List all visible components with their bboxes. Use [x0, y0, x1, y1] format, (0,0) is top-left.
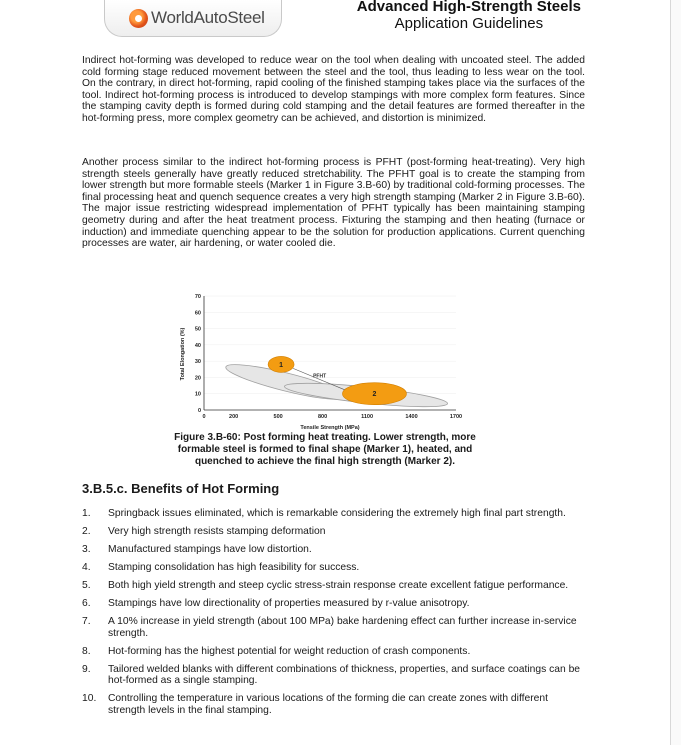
benefit-item	[82, 693, 585, 716]
benefit-number: 1.	[82, 508, 91, 519]
benefit-text: Manufactured stampings have low distortion.	[108, 544, 312, 555]
y-tick-label: 40	[194, 342, 201, 349]
x-tick-label: 200	[229, 414, 239, 420]
benefit-item	[82, 526, 585, 538]
x-tick-label: 1700	[449, 414, 463, 420]
logo-mark-icon	[129, 9, 148, 28]
y-tick-label: 20	[194, 375, 201, 382]
x-tick-label: 800	[317, 414, 328, 420]
benefit-number: 9.	[82, 663, 91, 675]
x-axis-label: Tensile Strength (MPa)	[300, 425, 360, 430]
benefit-text: Both high yield strength and steep cyclic stress-strain response create excellent fatigue performance.	[108, 580, 569, 591]
benefit-number: 7.	[82, 616, 91, 627]
y-tick-label: 10	[194, 391, 201, 398]
x-tick-label: 1100	[361, 414, 374, 420]
pfht-label: PFHT	[313, 373, 327, 380]
paragraph-indirect-hot-forming: Indirect hot-forming was developed to reduce wear on the tool when dealing with uncoated steel. The added cold forming stage reduced movement between the steel and the tool, thus leading to less wear on the tool. On the contrary, in direct hot-forming, rapid cooling of the finished stamping takes place via the surfaces of the tool. Indirect hot-forming process is introduced to develop stampings with more complex form features. Since the stamping cavity depth is formed during cold stamping and the detail features are formed thereafter in the hot-forming press, more complex geometry can be achieved, and distortion is minimized.	[82, 55, 585, 124]
benefit-text: A 10% increase in yield strength (about 100 MPa) bake hardening effect can further increase in-service strength.	[108, 616, 577, 639]
y-tick-label: 70	[194, 294, 201, 300]
y-axis-label: Total Elongation (%)	[180, 327, 186, 381]
benefit-item	[82, 544, 585, 556]
benefit-item	[82, 664, 585, 687]
benefit-item	[82, 598, 585, 610]
benefit-text: Controlling the temperature in various locations of the forming die can create zones with different strength levels in the final stamping.	[108, 693, 548, 716]
y-tick-label: 50	[194, 326, 201, 333]
worldautosteel-logo	[104, 0, 282, 37]
benefit-item	[82, 646, 585, 658]
x-tick-label: 0	[202, 414, 206, 420]
document-title-line2: Application Guidelines	[394, 15, 544, 32]
benefit-number: 3.	[82, 544, 91, 555]
benefit-number: 10.	[82, 693, 97, 704]
benefit-item	[82, 562, 585, 574]
benefit-number: 2.	[82, 526, 91, 537]
benefit-number: 4.	[82, 562, 91, 573]
y-tick-label: 60	[194, 310, 201, 317]
paragraph-pfht: Another process similar to the indirect hot-forming process is PFHT (post-forming heat-treating). Very high strength steels generally have greatly reduced stretchability. The PFHT goal is to create the stamping from lower strength but more formable steels (Marker 1 in Figure 3.B-60) by traditional cold-forming processes. The final processing heat and quench sequence creates a very high strength stamping (Marker 2 in Figure 3.B-60). The major issue restricting widespread implementation of PFHT typically has been maintaining stamping geometry during and after the heat treatment process. Fixturing the stamping and then heating (furnace or induction) and immediate quenching appear to be the solution for production applications. Current quenching processes are water, air hardening, or water cooled die.	[82, 157, 585, 250]
benefit-number: 8.	[82, 645, 91, 657]
benefit-item	[82, 508, 585, 520]
benefit-item	[82, 580, 585, 592]
benefit-text: Springback issues eliminated, which is remarkable considering the extremely high final part strength.	[108, 508, 566, 519]
logo-text: WorldAutoSteel	[151, 8, 265, 27]
benefit-number: 6.	[82, 598, 91, 609]
marker-label: 2	[372, 391, 377, 399]
x-tick-label: 1400	[405, 414, 418, 420]
y-tick-label: 30	[194, 359, 201, 366]
document-title	[357, 0, 581, 32]
benefit-item	[82, 616, 585, 639]
benefit-number: 5.	[82, 580, 91, 591]
figure-caption: Figure 3.B-60: Post forming heat treating. Lower strength, more formable steel is formed to final shape (Marker 1), heated, and quenched to achieve the final high strength (Marker 2).	[174, 432, 476, 467]
x-tick-label: 500	[273, 414, 283, 420]
figure-3b60-chart	[176, 290, 476, 430]
benefit-text: Stamping consolidation has high feasibility for success.	[108, 562, 360, 573]
section-title: 3.B.5.c. Benefits of Hot Forming	[82, 481, 280, 496]
benefits-list	[82, 508, 585, 723]
benefit-text: Hot-forming has the highest potential for weight reduction of crash components.	[108, 645, 471, 657]
page-header	[0, 0, 681, 46]
benefit-text: Tailored welded blanks with different combinations of thickness, properties, and surface coatings can be hot-formed as a single stamping.	[108, 663, 581, 686]
document-title-line1: Advanced High-Strength Steels	[356, 0, 581, 15]
marker-label: 1	[279, 361, 284, 369]
y-tick-label: 0	[197, 408, 201, 414]
chart-svg	[176, 290, 476, 430]
page-edge	[670, 0, 681, 745]
benefit-text: Stampings have low directionality of properties measured by r-value anisotropy.	[108, 598, 470, 609]
benefit-text: Very high strength resists stamping deformation	[108, 526, 326, 537]
